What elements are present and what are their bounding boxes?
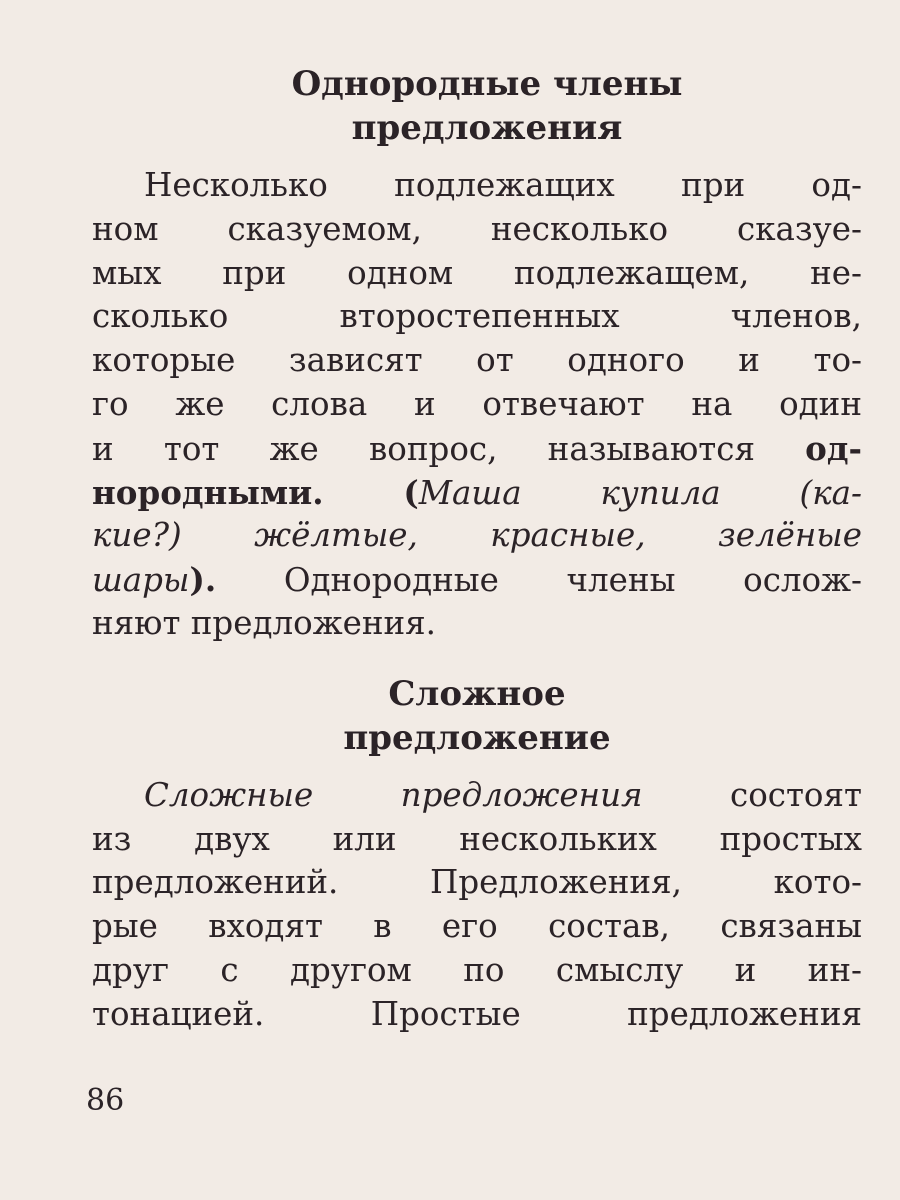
text-line (92, 905, 862, 949)
text-line (92, 774, 862, 818)
italic-example-text: Сложные предложения (144, 775, 643, 814)
text-line (92, 861, 862, 905)
text-segment: Несколько подлежащих при од- (144, 166, 862, 204)
text-line (92, 339, 862, 383)
bold-text: од- (805, 428, 862, 468)
heading-line: предложение (343, 717, 611, 758)
text-line (92, 602, 862, 646)
text-segment: няют предложения. (92, 603, 436, 642)
text-line (92, 295, 862, 339)
text-line (92, 208, 862, 252)
text-segment: предложений. Предложения, кото- (92, 863, 862, 902)
text-segment: Однородные члены ослож- (216, 561, 862, 600)
bold-text: нородными. ( (92, 472, 419, 512)
text-segment: тонацией. Простые предложения (92, 994, 862, 1033)
text-line (92, 818, 862, 862)
text-segment: го же слова и отвечают на один (92, 384, 862, 423)
text-segment: ном сказуемом, несколько сказуе- (92, 209, 862, 248)
heading-line: предложения (351, 108, 623, 148)
text-line (92, 252, 862, 296)
italic-example-text: шары (92, 561, 190, 600)
section-heading-complex-sentence (92, 672, 862, 760)
text-line (92, 949, 862, 993)
text-segment: мых при одном подлежащем, не- (92, 253, 862, 292)
text-segment: друг с другом по смыслу и ин- (92, 950, 862, 989)
text-segment: рые входят в его состав, связаны (92, 907, 862, 946)
text-line (92, 993, 862, 1037)
italic-example-text: Маша купила (ка- (418, 473, 862, 512)
text-segment: и тот же вопрос, называются (92, 429, 806, 468)
bold-text: ). (189, 560, 217, 600)
text-segment: из двух или нескольких простых (92, 819, 862, 858)
heading-line: Однородные члены (291, 64, 683, 104)
text-line (92, 164, 862, 208)
text-line (92, 514, 862, 558)
text-line (92, 471, 862, 515)
text-line (92, 427, 862, 471)
paragraph-homogeneous-members (92, 164, 862, 646)
book-page (92, 0, 862, 1037)
section-heading-homogeneous-members (92, 62, 862, 150)
paragraph-complex-sentence (92, 774, 862, 1037)
text-segment: которые зависят от одного и то- (92, 341, 862, 380)
text-segment: состоят (642, 775, 862, 814)
text-line (92, 383, 862, 427)
text-segment: сколько второстепенных членов, (92, 297, 862, 336)
heading-line: Сложное (388, 673, 566, 714)
text-line (92, 558, 862, 602)
page-number: 86 (86, 1083, 125, 1118)
italic-example-text: кие?) жёлтые, красные, зелёные (92, 516, 862, 555)
